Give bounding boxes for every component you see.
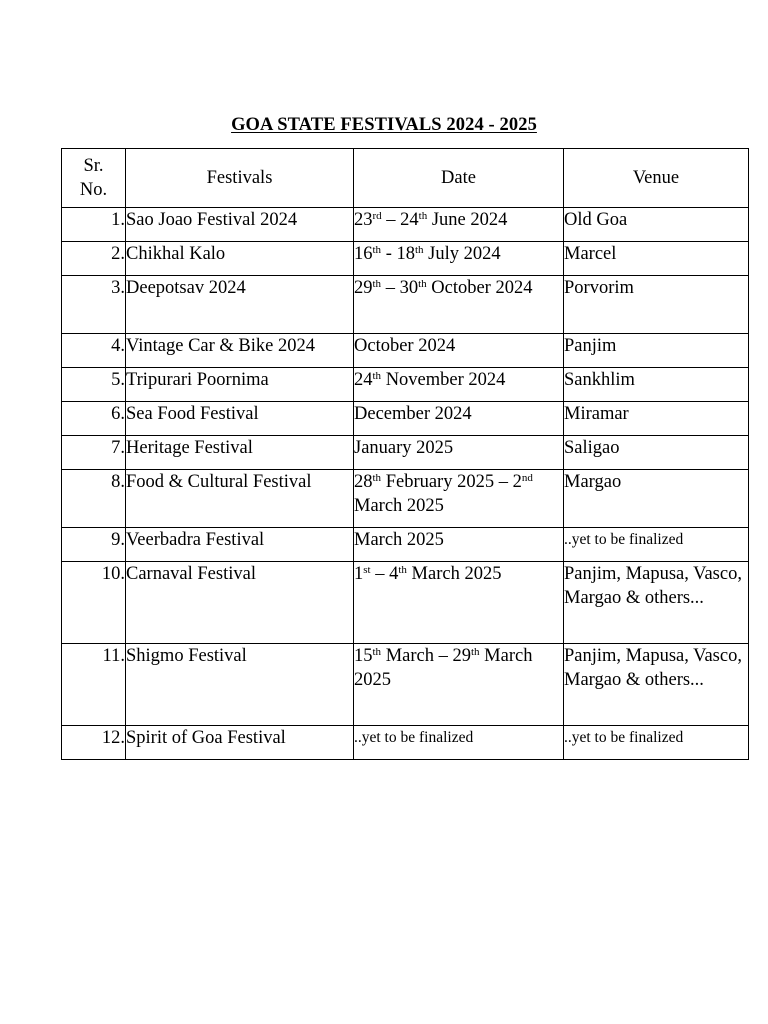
festival-cell: Spirit of Goa Festival — [126, 726, 354, 760]
sr-cell: 12. — [62, 726, 126, 760]
table-row — [62, 242, 749, 276]
date-cell: 15th March – 29th March 2025 — [354, 644, 564, 726]
date-cell: January 2025 — [354, 436, 564, 470]
date-cell: 16th - 18th July 2024 — [354, 242, 564, 276]
sr-cell: 7. — [62, 436, 126, 470]
festival-cell: Shigmo Festival — [126, 644, 354, 726]
sr-cell: 5. — [62, 368, 126, 402]
festivals-table — [61, 148, 749, 760]
sr-cell: 8. — [62, 470, 126, 528]
date-cell: 23rd – 24th June 2024 — [354, 208, 564, 242]
table-row — [62, 436, 749, 470]
date-cell: ..yet to be finalized — [354, 726, 564, 760]
table-row — [62, 368, 749, 402]
table-row — [62, 470, 749, 528]
venue-cell: Porvorim — [564, 276, 749, 334]
venue-cell: Old Goa — [564, 208, 749, 242]
table-row — [62, 276, 749, 334]
table-row — [62, 334, 749, 368]
sr-cell: 11. — [62, 644, 126, 726]
sr-cell: 3. — [62, 276, 126, 334]
festival-cell: Vintage Car & Bike 2024 — [126, 334, 354, 368]
festival-cell: Heritage Festival — [126, 436, 354, 470]
date-cell: December 2024 — [354, 402, 564, 436]
header-festivals: Festivals — [126, 149, 354, 208]
sr-cell: 6. — [62, 402, 126, 436]
festival-cell: Food & Cultural Festival — [126, 470, 354, 528]
festival-cell: Chikhal Kalo — [126, 242, 354, 276]
table-header-row — [62, 149, 749, 208]
document-title: GOA STATE FESTIVALS 2024 - 2025 — [231, 115, 537, 135]
venue-cell: Miramar — [564, 402, 749, 436]
festival-cell: Sao Joao Festival 2024 — [126, 208, 354, 242]
date-cell: March 2025 — [354, 528, 564, 562]
sr-cell: 2. — [62, 242, 126, 276]
table-row — [62, 562, 749, 644]
venue-cell: ..yet to be finalized — [564, 528, 749, 562]
table-row — [62, 644, 749, 726]
table-row — [62, 726, 749, 760]
sr-cell: 10. — [62, 562, 126, 644]
venue-cell: Panjim — [564, 334, 749, 368]
venue-cell: Saligao — [564, 436, 749, 470]
venue-cell: Margao — [564, 470, 749, 528]
header-date: Date — [354, 149, 564, 208]
date-cell: 28th February 2025 – 2nd March 2025 — [354, 470, 564, 528]
sr-cell: 9. — [62, 528, 126, 562]
date-cell: 1st – 4th March 2025 — [354, 562, 564, 644]
venue-cell: Panjim, Mapusa, Vasco, Margao & others... — [564, 562, 749, 644]
festival-cell: Tripurari Poornima — [126, 368, 354, 402]
venue-cell: ..yet to be finalized — [564, 726, 749, 760]
header-venue: Venue — [564, 149, 749, 208]
sr-cell: 1. — [62, 208, 126, 242]
date-cell: 29th – 30th October 2024 — [354, 276, 564, 334]
header-sr-no: Sr. No. — [62, 149, 126, 208]
festival-cell: Carnaval Festival — [126, 562, 354, 644]
venue-cell: Marcel — [564, 242, 749, 276]
table-row — [62, 402, 749, 436]
venue-cell: Sankhlim — [564, 368, 749, 402]
venue-cell: Panjim, Mapusa, Vasco, Margao & others... — [564, 644, 749, 726]
sr-cell: 4. — [62, 334, 126, 368]
table-row — [62, 528, 749, 562]
date-cell: October 2024 — [354, 334, 564, 368]
table-row — [62, 208, 749, 242]
festival-cell: Sea Food Festival — [126, 402, 354, 436]
date-cell: 24th November 2024 — [354, 368, 564, 402]
festival-cell: Veerbadra Festival — [126, 528, 354, 562]
festival-cell: Deepotsav 2024 — [126, 276, 354, 334]
